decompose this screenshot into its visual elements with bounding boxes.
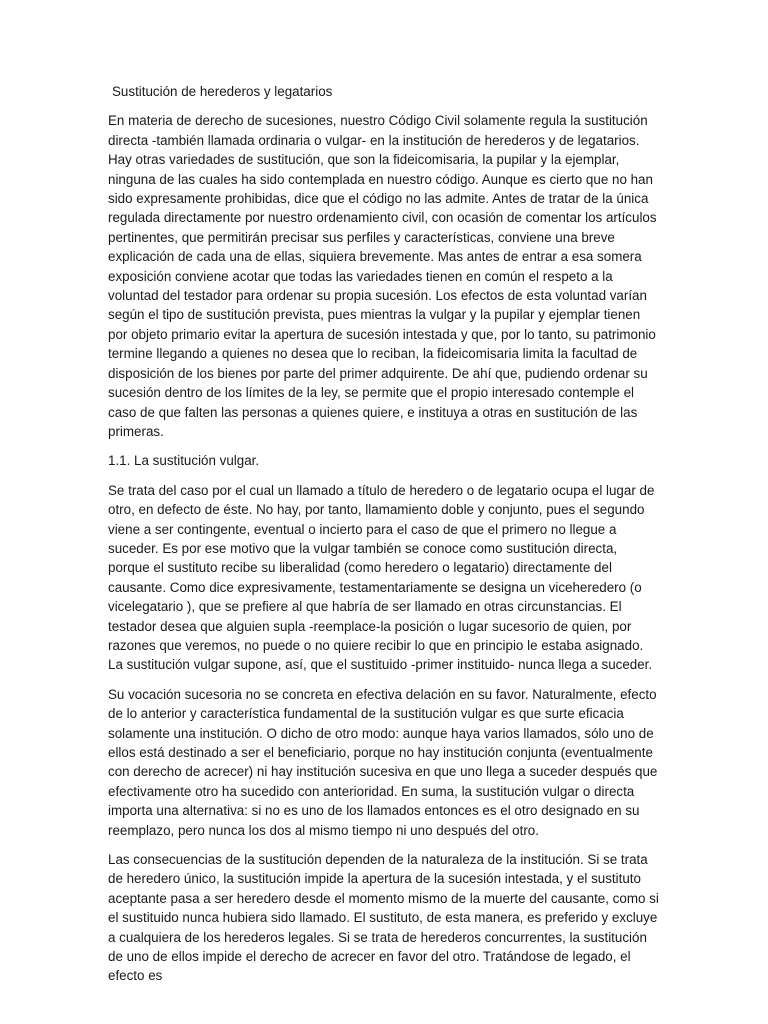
document-page (108, 82, 660, 996)
section-paragraph: Las consecuencias de la sustitución dependen de la naturaleza de la institución. Si se trata de heredero único, la sustitución impide la apertura de la sucesión intestada, y el sustituto aceptante pasa a ser heredero desde el momento mismo de la muerte del causante, como si el sustituido nunca hubiera sido llamado. El sustituto, de esta manera, es preferido y excluye a cualquiera de los herederos legales. Si se trata de herederos concurrentes, la sustitución de uno de ellos impide el derecho de acrecer en favor del otro. Tratándose de legado, el efecto es (108, 852, 659, 984)
document-title: Sustitución de herederos y legatarios (112, 84, 333, 99)
intro-paragraph: En materia de derecho de sucesiones, nuestro Código Civil solamente regula la sustitución directa -también llamada ordinaria o vulgar- en la institución de herederos y de legatarios. Hay otras variedades de sustitución, que son la fideicomisaria, la pupilar y la ejemplar, ninguna de las cuales ha sido contemplada en nuestro código. Aunque es cierto que no han sido expresamente prohibidas, dice que el código no las admite. Antes de tratar de la única regulada directamente por nuestro ordenamiento civil, con ocasión de comentar los artículos pertinentes, que permitirán precisar sus perfiles y características, conviene una breve explicación de cada una de ellas, siquiera brevemente. Mas antes de entrar a esa somera exposición conviene acotar que todas las variedades tienen en común el respeto a la voluntad del testador para ordenar su propia sucesión. Los efectos de esta voluntad varían según el tipo de sustitución prevista, pues mientras la vulgar y la pupilar y ejemplar tienen por objeto primario evitar la apertura de sucesión intestada y que, por lo tanto, su patrimonio termine llegando a quienes no desea que lo reciban, la fideicomisaria limita la facultad de disposición de los bienes por parte del primer adquirente. De ahí que, pudiendo ordenar su sucesión dentro de los límites de la ley, se permite que el propio interesado contemple el caso de que falten las personas a quienes quiere, e instituya a otras en sustitución de las primeras. (108, 113, 657, 439)
section-paragraph: Se trata del caso por el cual un llamado a título de heredero o de legatario ocupa el lugar de otro, en defecto de éste. No hay, por tanto, llamamiento doble y conjunto, pues el segundo viene a ser contingente, eventual o incierto para el caso de que el primero no llegue a suceder. Es por ese motivo que la vulgar también se conoce como sustitución directa, porque el sustituto recibe su liberalidad (como heredero o legatario) directamente del causante. Como dice expresivamente, testamentariamente se designa un viceheredero (o vicelegatario ), que se prefiere al que habría de ser llamado en otras circunstancias. El testador desea que alguien supla -reemplace-la posición o lugar sucesorio de quien, por razones que veremos, no puede o no quiere recibir lo que en principio le estaba asignado. La sustitución vulgar supone, así, que el sustituido -primer instituido- nunca llega a suceder. (108, 482, 655, 673)
section-heading-sustitucion-vulgar: 1.1. La sustitución vulgar. (108, 453, 260, 469)
section-paragraph: Su vocación sucesoria no se concreta en efectiva delación en su favor. Naturalmente, efecto de lo anterior y característica fundamental de la sustitución vulgar es que surte eficacia solamente una institución. O dicho de otro modo: aunque haya varios llamados, sólo uno de ellos está destinado a ser el beneficiario, porque no hay institución conjunta (eventualmente con derecho de acrecer) ni hay institución sucesiva en que uno llega a suceder después que efectivamente otro ha sucedido con anterioridad. En suma, la sustitución vulgar o directa importa una alternativa: si no es uno de los llamados entonces es el otro designado en su reemplazo, pero nunca los dos al mismo tiempo ni uno después del otro. (108, 686, 658, 838)
